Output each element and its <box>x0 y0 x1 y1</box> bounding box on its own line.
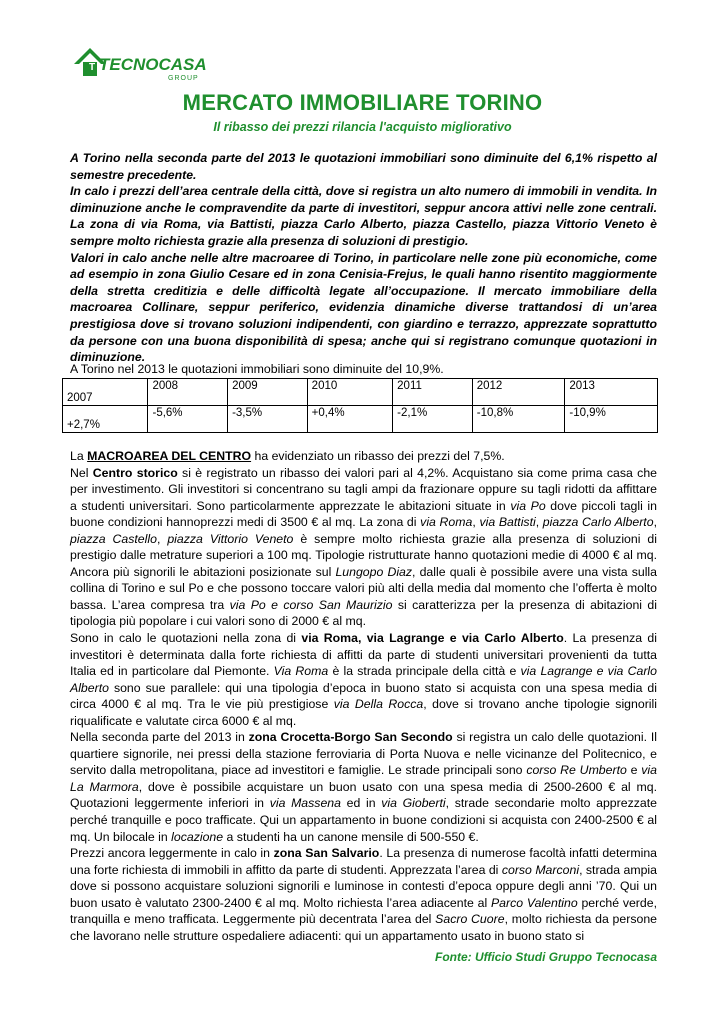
body-paragraph: Nel Centro storico si è registrato un ribasso dei valori pari al 4,2%. Acquistano sia come prima casa che per investimento. Gli investitori si concentrano su tagli ampi da frazionare oppure su tagli ridotti da affittare a studenti universitari. Sono particolarmente apprezzate le abitazioni situate in via Po dove piccoli tagli in buone condizioni hannoprezzi medi di 3500 € al mq. La zona di via Roma, via Battisti, piazza Carlo Alberto, piazza Castello, piazza Vittorio Veneto è sempre molto richiesta grazie alla presenza di soluzioni di prestigio dalle metrature superiori a 100 mq. Tipologie ristrutturate hanno quotazioni medie di 4000 € al mq. Ancora più signorili le abitazioni posizionate sul Lungopo Diaz, dalle quali è possibile avere una vista sulla collina di Torino e sul Po e che possono toccare valori più alti della media dal momento che l’offerta è molto bassa. L’area compresa tra via Po e corso San Maurizio si caratterizza per la presenza di abitazioni di tipologia più popolare i cui valori sono di 2000 € al mq. <box>70 465 658 629</box>
value-cell: -2,1% <box>393 406 473 433</box>
intro-paragraph: In calo i prezzi dell’area centrale della città, dove si registra un alto numero di immobili in vendita. In diminuzione anche le compravendite da parte di investitori, seppur ancora attivi nelle zone centrali. La zona di via Roma, via Battisti, piazza Carlo Alberto, piazza Castello, piazza Vittorio Veneto è sempre molto richiesta grazie alla presenza di soluzioni di prestigio. <box>70 184 657 248</box>
intro-section <box>70 150 657 366</box>
value-cell: -10,8% <box>472 406 565 433</box>
value-cell: +0,4% <box>307 406 392 433</box>
value-cell: -5,6% <box>148 406 228 433</box>
table-caption: A Torino nel 2013 le quotazioni immobiliari sono diminuite del 10,9%. <box>70 362 444 376</box>
value-cell: -3,5% <box>228 406 308 433</box>
source-credit: Fonte: Ufficio Studi Gruppo Tecnocasa <box>434 950 657 964</box>
page-subtitle: Il ribasso dei prezzi rilancia l'acquisto migliorativo <box>213 120 512 134</box>
year-cell: 2012 <box>472 379 565 406</box>
year-cell: 2013 <box>565 379 658 406</box>
logo-sub: GROUP <box>168 75 199 82</box>
table-row <box>63 379 658 406</box>
intro-paragraph: A Torino nella seconda parte del 2013 le quotazioni immobiliari sono diminuite del 6,1% rispetto al semestre precedente. <box>70 151 657 182</box>
page-title: MERCATO IMMOBILIARE TORINO <box>182 90 543 115</box>
body-paragraph: Sono in calo le quotazioni nella zona di via Roma, via Lagrange e via Carlo Alberto. La presenza di investitori è determinata dalla forte richiesta di affitti da parte di studenti universitari provenienti da tutta Italia ed in particolare dal Piemonte. Via Roma è la strada principale della città e via Lagrange e via Carlo Alberto sono sue parallele: qui una tipologia d’epoca in buono stato si acquista con una spesa media di circa 4000 € al mq. Tra le vie più prestigiose via Della Rocca, dove si trovano anche tipologie signorili riqualificate e valutate circa 6000 € al mq. <box>70 631 657 728</box>
value-cell: -10,9% <box>565 406 658 433</box>
tecnocasa-logo <box>72 40 212 84</box>
year-cell: 2007 <box>63 379 148 406</box>
value-cell: +2,7% <box>63 406 148 433</box>
svg-text:T: T <box>88 62 96 73</box>
table-row <box>63 406 658 433</box>
year-cell: 2011 <box>393 379 473 406</box>
intro-paragraph: Valori in calo anche nelle altre macroaree di Torino, in particolare nelle zone più economiche, come ad esempio in zona Giulio Cesare ed in zona Cenisia-Frejus, le quali hanno risentito maggiormente della stretta creditizia e delle difficoltà legate all’occupazione. Il mercato immobiliare della macroarea Collinare, seppur periferico, evidenzia dinamiche diverse trattandosi di un’area prestigiosa dove si trovano soluzioni indipendenti, con giardino e terrazzo, apprezzate soprattutto da persone con una buona disponibilità di spesa; anche qui si registrano comunque quotazioni in diminuzione. <box>70 250 657 365</box>
logo-brand: TECNOCASA <box>99 55 207 74</box>
year-cell: 2009 <box>228 379 308 406</box>
body-paragraph: Prezzi ancora leggermente in calo in zona San Salvario. La presenza di numerose facoltà infatti determina una forte richiesta di immobili in affitto da parte di studenti. Apprezzata l’area di corso Marconi, strada ampia dove si possono acquistare soluzioni signorili e luminose in contesti d’epoca oppure degli anni ’70. Qui un buon usato è valutato 2300-2400 € al mq. Molto richiesta l’area adiacente al Parco Valentino perché verde, tranquilla e meno trafficata. Leggermente più decentrata l’area del Sacro Cuore, molto richiesta da persone che lavorano nelle strutture ospedaliere adiacenti: qui un appartamento usato in buono stato si <box>70 846 658 943</box>
quotations-table <box>62 378 658 433</box>
body-section <box>70 448 657 944</box>
year-cell: 2008 <box>148 379 228 406</box>
year-cell: 2010 <box>307 379 392 406</box>
body-paragraph: La MACROAREA DEL CENTRO ha evidenziato un ribasso dei prezzi del 7,5%. <box>70 449 505 463</box>
body-paragraph: Nella seconda parte del 2013 in zona Crocetta-Borgo San Secondo si registra un calo delle quotazioni. Il quartiere signorile, nei pressi della stazione ferroviaria di Porta Nuova e nelle vicinanze del Politecnico, e servito dalla metropolitana, piace ad investitori e famiglie. Le strade principali sono corso Re Umberto e via La Marmora, dove è possibile acquistare un buon usato con una spesa media di 2500-2600 € al mq. Quotazioni leggermente inferiori in via Massena ed in via Gioberti, strade secondarie molto apprezzate perché tranquille e poco trafficate. Qui un appartamento in buone condizioni si acquista con 2400-2500 € al mq. Un bilocale in locazione a studenti ha un canone mensile di 500-550 €. <box>70 730 657 844</box>
